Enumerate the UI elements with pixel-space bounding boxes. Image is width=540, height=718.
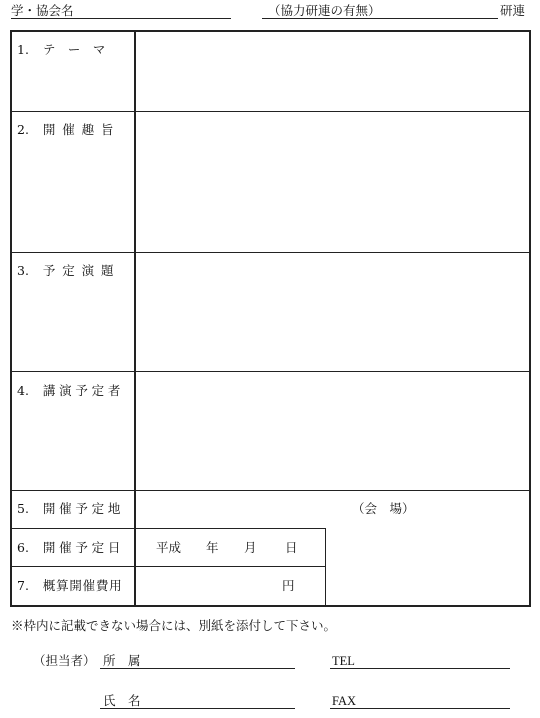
row-number: 7.: [17, 578, 29, 593]
row-number: 5.: [17, 501, 29, 516]
row-topics: [17, 265, 120, 278]
row-divider: [10, 252, 531, 253]
purpose-input-area[interactable]: [136, 113, 529, 251]
society-name-label: 学・協会名: [11, 3, 74, 18]
row-cost: [17, 580, 122, 593]
date-month-label: 月: [244, 540, 257, 555]
row-theme: [17, 44, 105, 57]
tel-label: TEL: [332, 654, 355, 668]
kenren-label: 研連: [500, 3, 526, 18]
name-field[interactable]: [100, 708, 295, 709]
row-location: [17, 503, 124, 516]
affiliation-field[interactable]: [100, 668, 295, 669]
society-name-field[interactable]: [11, 18, 231, 19]
speakers-input-area[interactable]: [136, 373, 529, 489]
row-purpose: [17, 124, 120, 137]
row-divider: [10, 528, 326, 529]
row-number: 3.: [17, 263, 29, 278]
contact-person-label: （担当者）: [33, 653, 96, 668]
row-label: 講演予定者: [42, 383, 125, 398]
row-number: 6.: [17, 540, 29, 555]
row-divider: [10, 490, 531, 491]
date-day-label: 日: [285, 540, 298, 555]
row-speakers: [17, 385, 124, 398]
cost-unit: 円: [282, 578, 295, 593]
row-divider: [10, 371, 531, 372]
row-label: 概算開催費用: [42, 578, 123, 593]
note-text: ※枠内に記載できない場合には、別紙を添付して下さい。: [11, 618, 337, 633]
tel-field[interactable]: [330, 668, 510, 669]
row-divider: [10, 566, 326, 567]
date-cost-box-edge: [325, 528, 326, 607]
row-number: 1.: [17, 42, 29, 57]
venue-label: （会 場）: [352, 501, 415, 516]
cooperation-field[interactable]: [262, 18, 498, 19]
cooperation-label: （協力研連の有無）: [268, 3, 381, 18]
fax-label: FAX: [332, 694, 357, 708]
topics-input-area[interactable]: [136, 254, 529, 370]
row-label: 開催趣旨: [42, 122, 121, 137]
row-number: 2.: [17, 122, 29, 137]
row-label: 開催予定地: [42, 501, 125, 516]
row-divider: [10, 111, 531, 112]
fax-field[interactable]: [330, 708, 510, 709]
cost-input-area[interactable]: [136, 568, 324, 605]
row-label: 予定演題: [42, 263, 121, 278]
date-year-label: 年: [206, 540, 219, 555]
date-era: 平成: [156, 540, 182, 555]
row-date: [17, 542, 124, 555]
row-label: テ ー マ: [42, 42, 106, 57]
row-number: 4.: [17, 383, 29, 398]
name-label: 氏 名: [103, 693, 141, 708]
theme-input-area[interactable]: [136, 32, 529, 110]
affiliation-label: 所 属: [103, 653, 141, 668]
row-label: 開催予定日: [42, 540, 125, 555]
location-input-area[interactable]: [136, 492, 529, 527]
